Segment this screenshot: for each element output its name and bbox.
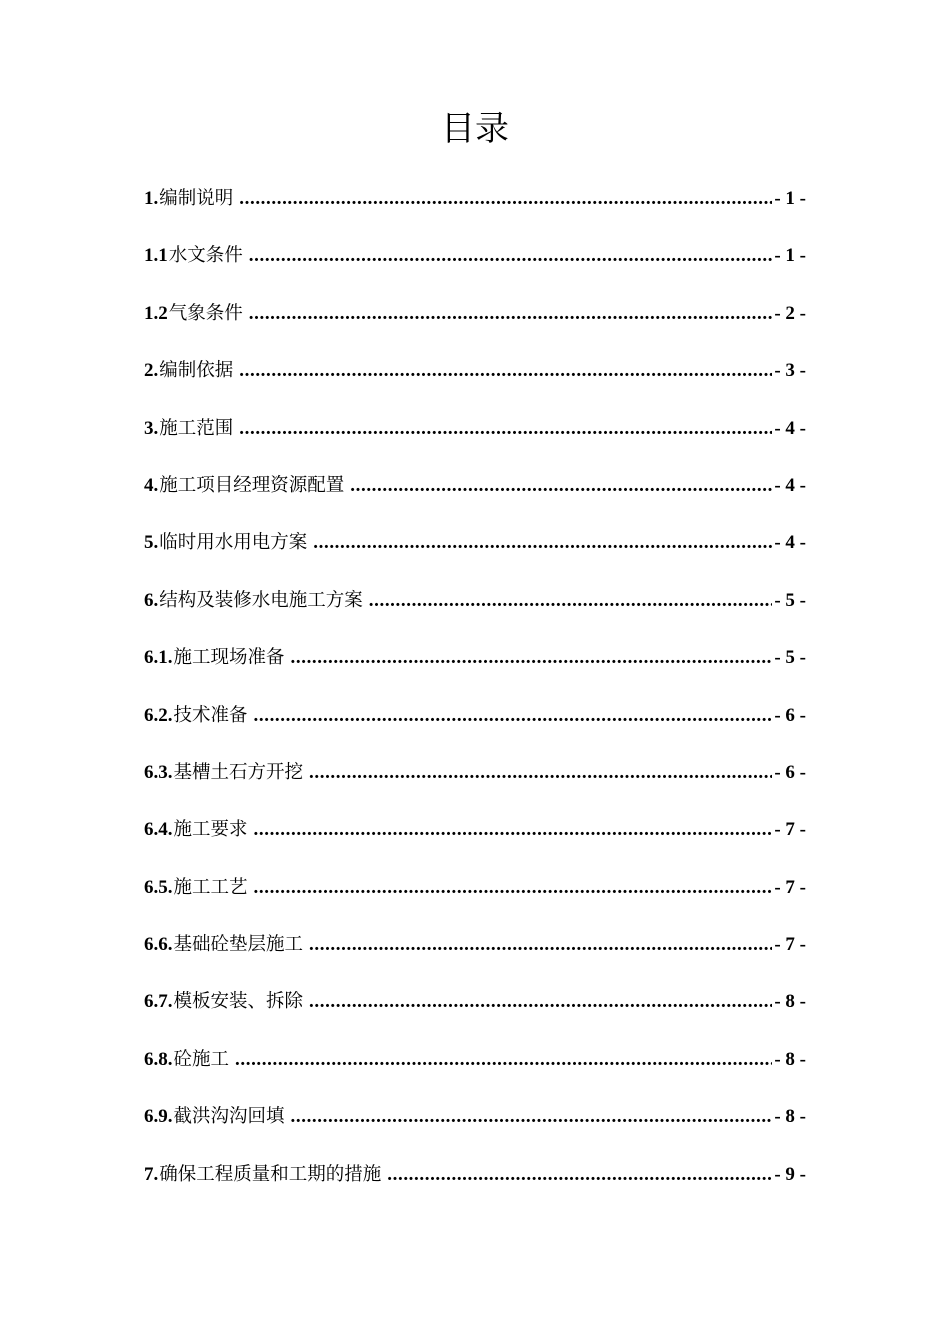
toc-entry-number: 1.2 [144,302,168,324]
toc-entry-title: 结构及装修水电施工方案 [159,589,363,611]
toc-dot-leader [291,1094,773,1140]
toc-entry-page-number: - 9 - [774,1163,806,1185]
toc-dot-leader [309,750,772,796]
toc-entry-page-number: - 7 - [774,876,806,898]
toc-entry[interactable] [144,406,806,463]
toc-dot-leader [387,1152,772,1198]
toc-entry[interactable] [144,291,806,348]
toc-dot-leader [291,635,773,681]
toc-entry-page-number: - 1 - [774,188,806,209]
toc-entry[interactable] [144,578,806,635]
toc-dot-leader [235,1037,772,1083]
toc-entry-title: 气象条件 [168,302,243,324]
toc-entry-title: 施工现场准备 [173,647,285,669]
toc-entry-page-number: - 8 - [774,991,806,1013]
toc-entry-page-number: - 8 - [774,1048,806,1070]
toc-entry-title: 水文条件 [168,245,243,267]
toc-entry[interactable] [144,922,806,979]
toc-entry[interactable] [144,233,806,290]
toc-entry-number: 6.5. [144,876,173,898]
toc-entry[interactable] [144,979,806,1036]
toc-entry[interactable] [144,635,806,692]
toc-entry-page-number: - 5 - [774,647,806,669]
toc-entry-page-number: - 2 - [774,302,806,324]
toc-dot-leader [313,520,772,566]
toc-entry[interactable] [144,520,806,577]
toc-entry-page-number: - 4 - [774,417,806,439]
toc-entry-title: 砼施工 [173,1048,230,1070]
toc-entry-title: 确保工程质量和工期的措施 [159,1163,382,1185]
toc-entry-title: 施工范围 [159,417,234,439]
toc-entry-title: 施工工艺 [173,876,248,898]
toc-entry-title: 施工要求 [173,819,248,841]
toc-entry[interactable] [144,865,806,922]
toc-entry-title: 基槽土石方开挖 [173,761,304,783]
toc-entry[interactable] [144,807,806,864]
toc-dot-leader [239,406,772,452]
toc-entry[interactable] [144,1037,806,1094]
toc-entry-title: 模板安装、拆除 [173,991,304,1013]
toc-entry-number: 6.8. [144,1048,173,1070]
toc-entry-number: 7. [144,1163,159,1185]
toc-entry[interactable] [144,750,806,807]
toc-dot-leader [249,291,773,337]
toc-entry[interactable] [144,463,806,520]
toc-entry-title: 技术准备 [173,704,248,726]
toc-entry-number: 2. [144,360,159,382]
toc-entry-title: 编制说明 [159,188,234,209]
toc-entry-number: 6.1. [144,647,173,669]
toc-list [144,176,806,1209]
toc-title: 目录 [441,109,509,149]
toc-entry-page-number: - 8 - [774,1106,806,1128]
toc-dot-leader [239,348,772,394]
toc-dot-leader [239,176,772,222]
toc-entry-title: 临时用水用电方案 [159,532,308,554]
toc-entry-number: 1.1 [144,245,168,267]
toc-dot-leader [254,865,773,911]
toc-entry-page-number: - 6 - [774,761,806,783]
toc-entry-number: 3. [144,417,159,439]
toc-entry-page-number: - 4 - [774,474,806,496]
toc-dot-leader [254,693,773,739]
toc-dot-leader [249,233,773,279]
toc-entry-number: 5. [144,532,159,554]
toc-entry[interactable] [144,1094,806,1151]
toc-entry-number: 1. [144,188,159,209]
toc-entry-number: 6.2. [144,704,173,726]
toc-entry[interactable] [144,693,806,750]
toc-dot-leader [254,807,773,853]
toc-entry-page-number: - 7 - [774,934,806,956]
toc-entry[interactable] [144,348,806,405]
toc-dot-leader [309,922,772,968]
toc-entry-page-number: - 4 - [774,532,806,554]
toc-entry-number: 6.4. [144,819,173,841]
toc-entry-page-number: - 7 - [774,819,806,841]
toc-entry-page-number: - 5 - [774,589,806,611]
toc-entry-title: 截洪沟沟回填 [173,1106,285,1128]
toc-dot-leader [350,463,772,509]
toc-entry[interactable] [144,1152,806,1209]
toc-entry-number: 4. [144,474,159,496]
toc-entry-page-number: - 3 - [774,360,806,382]
toc-entry-title: 基础砼垫层施工 [173,934,304,956]
toc-entry-page-number: - 1 - [774,245,806,267]
toc-entry-number: 6. [144,589,159,611]
toc-entry-title: 编制依据 [159,360,234,382]
toc-dot-leader [309,979,772,1025]
toc-entry-number: 6.9. [144,1106,173,1128]
toc-entry-number: 6.6. [144,934,173,956]
toc-entry-title: 施工项目经理资源配置 [159,474,345,496]
toc-dot-leader [369,578,773,624]
toc-entry[interactable] [144,176,806,233]
toc-entry-page-number: - 6 - [774,704,806,726]
toc-entry-number: 6.7. [144,991,173,1013]
toc-entry-number: 6.3. [144,761,173,783]
